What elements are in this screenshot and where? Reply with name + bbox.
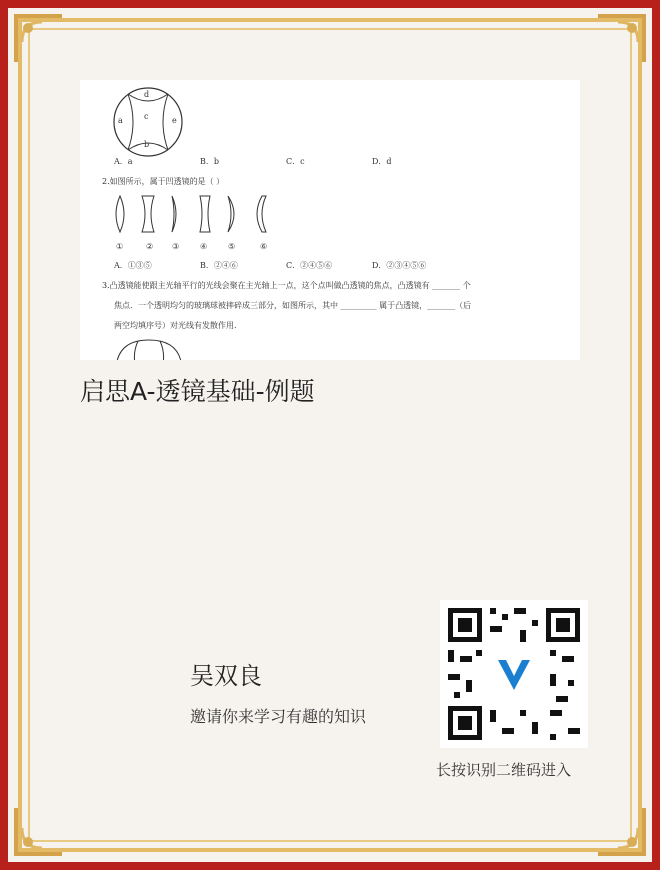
q1-option-b: B．b: [200, 157, 219, 166]
ornament-corner-icon: [594, 804, 648, 858]
ornament-corner-icon: [12, 12, 66, 66]
q2-option-c: C．②④⑤⑥: [286, 261, 333, 270]
lens-label-1: ①: [116, 242, 124, 251]
lens-label-5: ⑤: [228, 242, 236, 251]
fig-label-e: e: [172, 116, 177, 125]
lens-label-6: ⑥: [260, 242, 268, 251]
document-preview-image[interactable]: [80, 80, 580, 360]
q3-line-2: 焦点．一个透明均匀的玻璃球被摔碎成三部分，如图所示，其中 _________ 属于凸透镜，_______（后: [114, 301, 472, 310]
fig-label-c: c: [144, 112, 149, 121]
qr-caption: 长按识别二维码进入: [436, 761, 572, 779]
lens-label-4: ④: [200, 242, 208, 251]
qr-code-icon[interactable]: [440, 600, 588, 748]
fig-label-b: b: [144, 140, 150, 149]
q2-option-b: B．②④⑥: [200, 261, 238, 270]
q3-line-1: 3.凸透镜能使跟主光轴平行的光线会聚在主光轴上一点，这个点叫做凸透镜的焦点，凸透镜有 _______ 个: [102, 281, 471, 290]
author-name: 吴双良: [190, 662, 262, 690]
lens-label-2: ②: [146, 242, 154, 251]
fig-label-a: a: [118, 116, 123, 125]
q2-option-a: A．①③⑤: [114, 261, 152, 270]
invite-tagline: 邀请你来学习有趣的知识: [190, 707, 367, 726]
ornament-corner-icon: [594, 12, 648, 66]
q1-option-d: D．d: [372, 157, 392, 166]
q1-option-c: C．c: [286, 157, 305, 166]
ornament-corner-icon: [12, 804, 66, 858]
glass-ball-figure: [114, 338, 184, 360]
lens-label-3: ③: [172, 242, 180, 251]
q3-line-3: 两空均填序号）对光线有发散作用．: [114, 321, 242, 330]
q1-option-a: A．a: [114, 157, 133, 166]
page-title: 启思A-透镜基础-例题: [80, 377, 315, 406]
q2-option-d: D．②③④⑤⑥: [372, 261, 427, 270]
fig-label-d: d: [144, 90, 150, 99]
lens-shapes-figure: [110, 194, 280, 234]
q2-text: 2.如图所示，属于凹透镜的是（ ）: [102, 177, 225, 186]
